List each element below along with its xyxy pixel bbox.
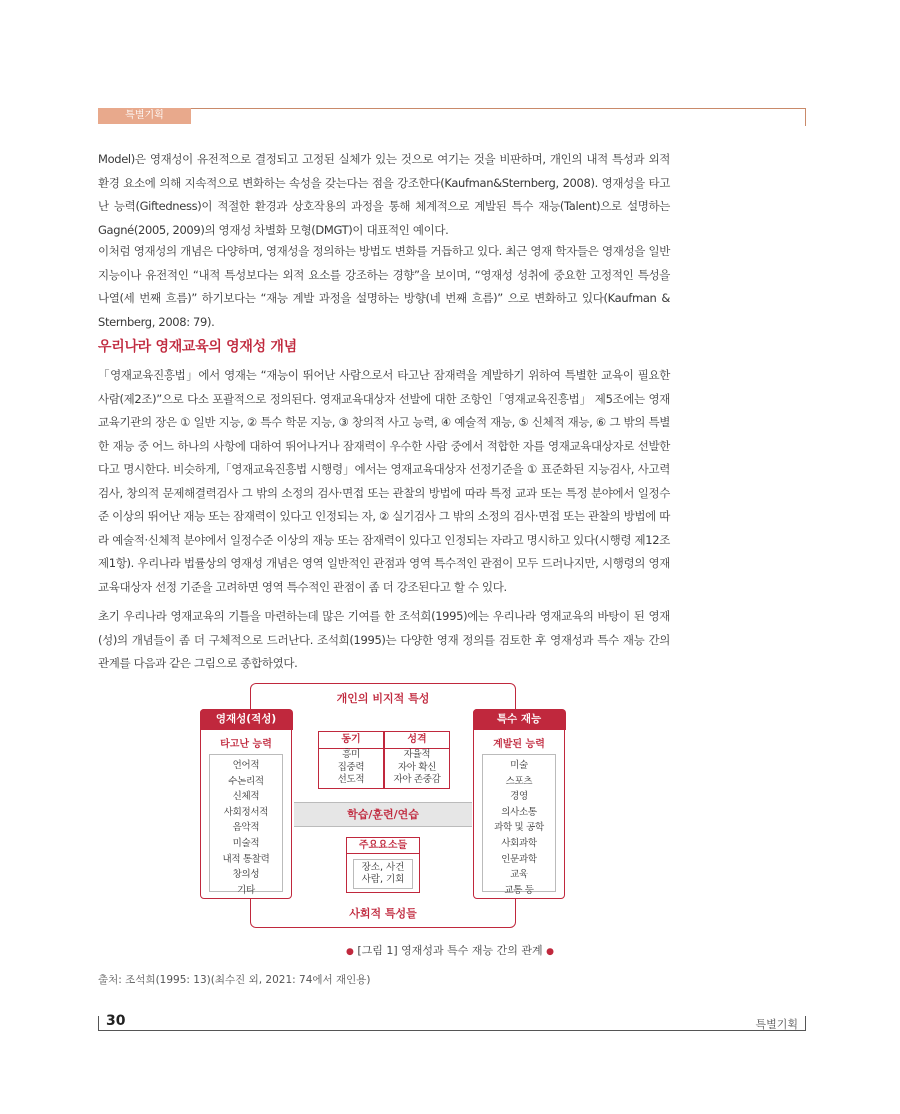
list-item: 흥미 (342, 749, 360, 760)
talent-column (473, 709, 565, 899)
learning-process-bar: 학습/훈련/연습 (294, 802, 472, 827)
giftedness-subtitle: 타고난 능력 (220, 739, 272, 750)
motivation-box (318, 731, 384, 789)
list-item: 사람, 기회 (361, 874, 405, 885)
talent-list (482, 754, 556, 896)
header-tick (805, 108, 806, 126)
personality-box (384, 731, 450, 789)
bullet-icon: ● (345, 947, 354, 957)
section-tab: 특별기획 (98, 108, 191, 124)
list-item: 자아 확신 (397, 761, 437, 773)
figure-source: 출처: 조석희(1995: 13)(최수진 외, 2021: 74에서 재인용) (98, 974, 371, 986)
list-item: 교육 (510, 869, 528, 881)
list-item: 사회과학 (501, 837, 537, 849)
paragraph-3: 「영재교육진흥법」에서 영재는 “재능이 뛰어난 사람으로서 타고난 잠재력을 계발하기 위하여 특별한 교육이 필요한 사람(제2조)”으로 다소 포괄적으로 정의된다. 영재교육대상자 선발에 대한 조항인「영재교육진흥법」 제5조에는 영재교육기관의 장은 ① 일반 지능, ② 특수 학문 지능, ③ 창의적 사고 능력, ④ 예술적 재능, ⑤ 신체적 재능, ⑥ 그 밖의 특별한 재능 중 어느 하나의 사항에 대하여 뛰어나거나 잠재력이 우수한 사람 중에서 적합한 자를 영재교육대상자로 선발한다고 명시한다. 비슷하게,「영재교육진흥법 시행령」에서는 영재교육대상자 선정기준을 ① 표준화된 지능검사, 사고력검사, 창의적 문제해결력검사 그 밖의 소정의 검사·면접 또는 관찰의 방법에 따라 특정 교과 또는 특정 분야에서 일정수준 이상의 뛰어난 재능 또는 잠재력이 있다고 인정되는 자, ② 실기검사 그 밖의 소정의 검사·면접 또는 관찰의 방법에 따라 예술적·신체적 분야에서 일정수준 이상의 재능 또는 잠재력이 있다고 인정되는 자라고 명시하고 있다(시행령 제12조 제1항). 우리나라 법률상의 영재성 개념은 영역 일반적인 관점과 영역 특수적인 관점이 모두 드러나지만, 시행령의 영재교육대상자 선정 기준을 고려하면 영역 특수적인 관점이 좀 더 강조된다고 할 수 있다. (98, 368, 670, 594)
list-item: 음악적 (232, 822, 260, 834)
motivation-list (319, 749, 383, 787)
paragraph-4: 초기 우리나라 영재교육의 기틀을 마련하는데 많은 기여를 한 조석희(1995)에는 우리나라 영재교육의 바탕이 된 영재(성)의 개념들이 좀 더 구체적으로 드러난다. 조석희(1995)는 다양한 영재 정의를 검토한 후 영재성과 특수 재능 간의 관계를 다음과 같은 그림으로 종합하였다. (98, 609, 670, 670)
list-item: 자율적 (403, 749, 431, 760)
key-factors-title: 주요요소들 (347, 838, 419, 854)
list-item: 선도적 (337, 774, 365, 785)
personality-list (385, 749, 449, 787)
giftedness-column (200, 709, 292, 899)
list-item: 인문과학 (501, 853, 537, 865)
list-item: 자아 존중감 (393, 774, 441, 785)
key-factors-box (346, 837, 420, 893)
footer-tick-left (98, 1016, 99, 1031)
list-item: 내적 통찰력 (222, 853, 270, 865)
list-item: 스포츠 (505, 775, 533, 787)
footer-rule (98, 1030, 805, 1031)
figure-caption (0, 942, 900, 958)
personality-title: 성격 (385, 732, 449, 749)
list-item: 의사소통 (501, 806, 537, 818)
list-item: 과학 및 공학 (494, 822, 544, 834)
list-item: 수논리적 (228, 775, 264, 787)
section-title: 우리나라 영재교육의 영재성 개념 (98, 339, 297, 355)
diagram-bottom-label: 사회적 특성들 (349, 907, 417, 920)
paragraph-2: 이처럼 영재성의 개념은 다양하며, 영재성을 정의하는 방법도 변화를 거듭하고 있다. 최근 영재 학자들은 영재성을 일반 지능이나 유전적인 “내적 특성보다는 외적 요소를 강조하는 경향”을 보이며, “영재성 성취에 중요한 고정적인 특성을 나열(세 번째 흐름)” 하기보다는 “재능 계발 과정을 설명하는 방향(네 번째 흐름)” 으로 변화하고 있다(Kaufman & Sternberg, 2008: 79). (98, 244, 670, 329)
list-item: 사회정서적 (223, 806, 269, 818)
giftedness-list (209, 754, 283, 896)
motivation-title: 동기 (319, 732, 383, 749)
list-item: 신체적 (232, 791, 260, 803)
list-item: 기타 (237, 884, 255, 896)
list-item: 장소, 사건 (361, 862, 405, 873)
list-item: 언어적 (232, 760, 260, 771)
bullet-icon: ● (546, 947, 555, 957)
talent-title: 특수 재능 (473, 709, 566, 730)
giftedness-title: 영재성(적성) (200, 709, 293, 730)
footer-label: 특별기획 (755, 1018, 798, 1031)
list-item: 교통 등 (504, 884, 534, 896)
talent-subtitle: 계발된 능력 (493, 739, 545, 750)
diagram-top-label: 개인의 비지적 특성 (336, 692, 430, 705)
key-factors-list (353, 859, 413, 889)
list-item: 집중력 (337, 761, 365, 773)
list-item: 경영 (510, 791, 528, 803)
giftedness-talent-diagram (200, 683, 566, 928)
list-item: 미술 (510, 760, 528, 771)
paragraph-1: Model)은 영재성이 유전적으로 결정되고 고정된 실체가 있는 것으로 여기는 것을 비판하며, 개인의 내적 특성과 외적 환경 요소에 의해 지속적으로 변화하는 속성을 갖는다는 점을 강조한다(Kaufman&Sternberg, 2008). 영재성을 타고난 능력(Giftedness)이 적절한 환경과 상호작용의 과정을 통해 체계적으로 계발된 특수 재능(Talent)으로 설명하는 Gagné(2005, 2009)의 영재성 차별화 모형(DMGT)이 대표적인 예이다. (98, 152, 670, 237)
page-number: 30 (106, 1013, 126, 1029)
header-rule (98, 108, 805, 109)
figure-caption-text: [그림 1] 영재성과 특수 재능 간의 관계 (357, 944, 543, 957)
list-item: 미술적 (232, 837, 260, 849)
footer-tick-right (805, 1016, 806, 1031)
list-item: 창의성 (232, 869, 260, 881)
